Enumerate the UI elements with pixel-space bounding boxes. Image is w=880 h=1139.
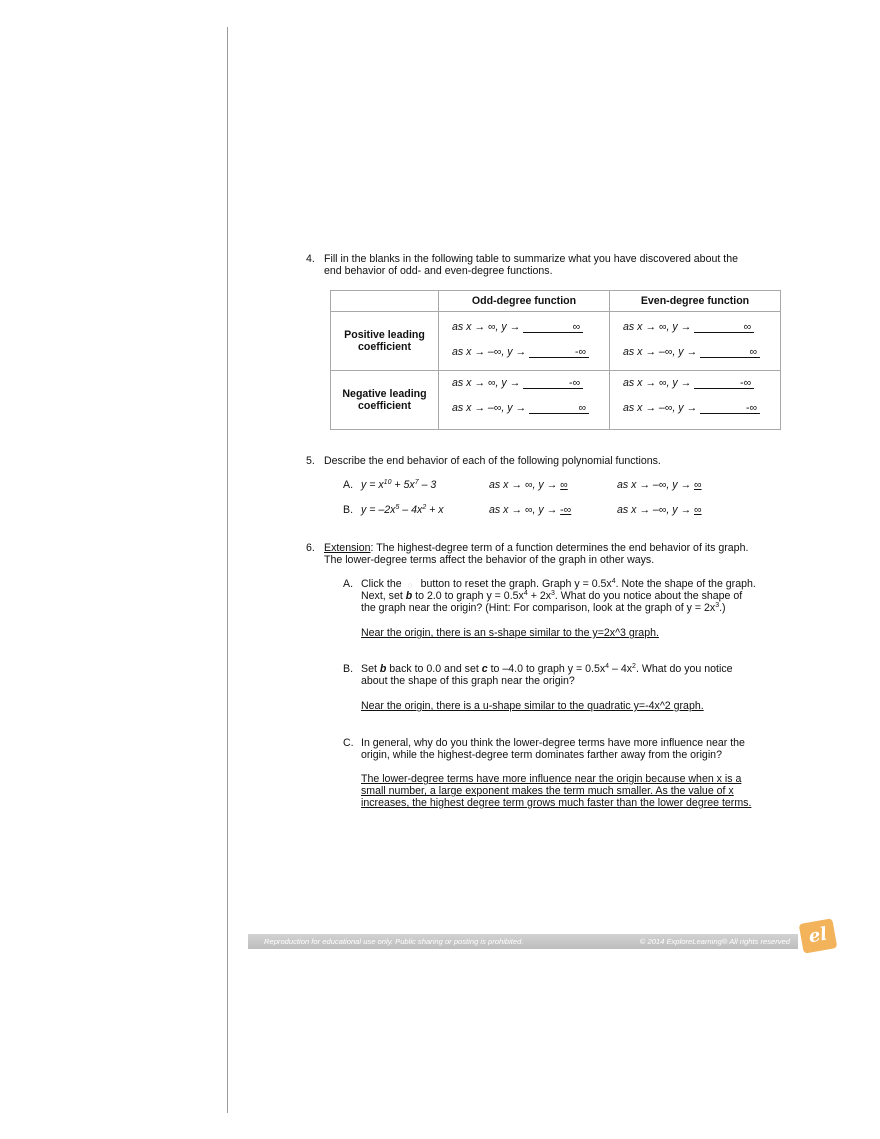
cell-positive-odd [439,312,610,371]
q5b-letter: B. [343,504,354,516]
row-header-negative [331,371,439,430]
q5-prompt: Describe the end behavior of each of the following polynomial functions. [324,455,661,467]
prefix: as x → ∞, y → [623,321,692,333]
row-header-positive-line2: coefficient [358,341,411,353]
q6c-answer-line1[interactable]: The lower-degree terms have more influence near the origin because when x is a [361,773,742,785]
footer-copyright: © 2014 ExploreLearning® All rights reserved [639,937,790,946]
q6c-letter: C. [343,737,354,749]
prefix: as x → –∞, y → [623,402,698,414]
row-header-positive [331,312,439,371]
q6b-answer[interactable]: Near the origin, there is a u-shape similar to the quadratic y=-4x^2 graph. [361,700,704,712]
prefix: as x → ∞, y → [623,377,692,389]
prefix: as x → –∞, y → [452,402,527,414]
q6c-answer-line2[interactable]: small number, a large exponent makes the term much smaller. As the value of x [361,785,734,797]
q4-prompt-line1: Fill in the blanks in the following table to summarize what you have discovered about the [324,253,738,265]
q6a-line3: the graph near the origin? (Hint: For comparison, look at the graph of $y = 2x^3$.) [361,602,726,614]
q4-prompt-line2: end behavior of odd- and even-degree functions. [324,265,553,277]
table-corner [331,291,439,312]
q5a-function: $y = x^{10} + 5x^7 - 3$ [361,479,437,491]
prefix: as x → –∞, y → [452,346,527,358]
footer-bar [248,934,798,949]
q6-prompt-line2: The lower-degree terms affect the behavior of the graph in other ways. [324,554,655,566]
cell-negative-odd [439,371,610,430]
q5a-neg: as x → –∞, y → ∞ [617,479,702,491]
q5a-answer-pos[interactable]: ∞ [560,479,568,491]
end-behavior-table [330,290,781,430]
answer-blank[interactable]: -∞ [523,377,583,389]
row-header-negative-line1: Negative leading [342,387,427,400]
q6a-answer[interactable]: Near the origin, there is an s-shape similar to the y=2x^3 graph. [361,627,659,639]
col-header-even: Even-degree function [610,291,781,312]
q6b-letter: B. [343,663,354,675]
answer-blank[interactable]: ∞ [523,321,583,333]
q6-prompt-line1: Extension: The highest-degree term of a function determines the end behavior of its graph. [324,542,749,554]
q5b-pos: as x → ∞, y → -∞ [489,504,572,516]
row-header-positive-line1: Positive leading [344,328,425,341]
q6c-line2: origin, while the highest-degree term dominates farther away from the origin? [361,749,722,761]
q5a-answer-neg[interactable]: ∞ [694,479,702,491]
q5-number: 5. [306,455,315,467]
cell-negative-even [610,371,781,430]
q6a-line1: Click the ◌ button to reset the graph. Graph $y = 0.5x^4$. Note the shape of the graph. [361,578,756,590]
q5b-answer-pos[interactable]: -∞ [560,504,572,516]
q6b-line1: Set b back to 0.0 and set c to –4.0 to graph $y = 0.5x^4 - 4x^2$. What do you notice [361,663,733,675]
prefix: as x → ∞, y → [452,377,521,389]
answer-blank[interactable]: -∞ [529,346,589,358]
col-header-odd: Odd-degree function [439,291,610,312]
extension-label: Extension [324,542,371,554]
answer-blank[interactable]: -∞ [694,377,754,389]
footer-reproduction-note: Reproduction for educational use only. Public sharing or posting is prohibited. [264,937,524,946]
answer-blank[interactable]: ∞ [700,346,760,358]
row-header-negative-line2: coefficient [358,400,411,412]
q6a-line2: Next, set b to 2.0 to graph $y = 0.5x^4 + 2x^3$. What do you notice about the shape of [361,590,743,602]
reset-icon[interactable]: ◌ [407,581,413,590]
margin-rule [227,27,228,1113]
answer-blank[interactable]: -∞ [700,402,760,414]
q6c-answer-line3[interactable]: increases, the highest degree term grows much faster than the lower degree terms. [361,797,752,809]
q5b-function: $y = -2x^5 - 4x^2 + x$ [361,504,444,516]
answer-blank[interactable]: ∞ [694,321,754,333]
q5b-neg: as x → –∞, y → ∞ [617,504,702,516]
q6c-line1: In general, why do you think the lower-degree terms have more influence near the [361,737,745,749]
q6a-letter: A. [343,578,354,590]
q5a-letter: A. [343,479,354,491]
q5a-pos: as x → ∞, y → ∞ [489,479,568,491]
q6-number: 6. [306,542,315,554]
explorelearning-logo: el [799,918,838,953]
q6b-line2: about the shape of this graph near the origin? [361,675,575,687]
prefix: as x → ∞, y → [452,321,521,333]
q4-number: 4. [306,253,315,265]
prefix: as x → –∞, y → [623,346,698,358]
answer-blank[interactable]: ∞ [529,402,589,414]
cell-positive-even [610,312,781,371]
q5b-answer-neg[interactable]: ∞ [694,504,702,516]
